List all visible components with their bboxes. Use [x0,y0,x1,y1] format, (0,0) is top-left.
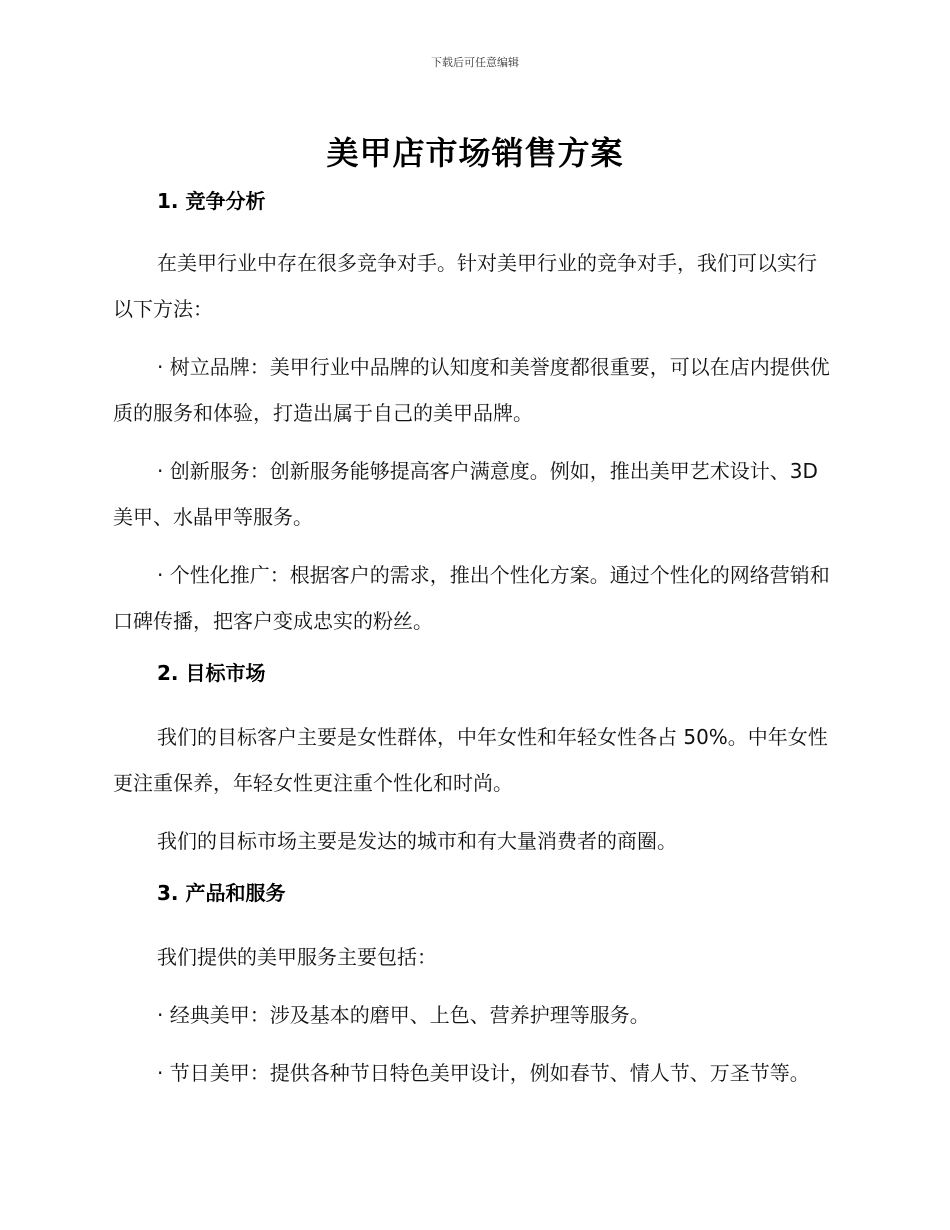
section-heading-products-services: 3. 产品和服务 [157,881,286,905]
bullet-paragraph: · 节日美甲：提供各种节日特色美甲设计，例如春节、情人节、万圣节等。 [157,1061,810,1085]
bullet-paragraph: · 经典美甲：涉及基本的磨甲、上色、营养护理等服务。 [157,1003,650,1027]
document-title: 美甲店市场销售方案 [326,134,624,172]
paragraph: 我们的目标客户主要是女性群体，中年女性和年轻女性各占 50%。中年女性更注重保养，年轻女性更注重个性化和时尚。 [113,725,828,795]
header-note: 下载后可任意编辑 [431,56,519,69]
paragraph: 我们提供的美甲服务主要包括： [157,945,437,969]
section-heading-competition: 1. 竞争分析 [157,189,266,213]
section-heading-target-market: 2. 目标市场 [157,661,266,685]
paragraph: 在美甲行业中存在很多竞争对手。针对美甲行业的竞争对手，我们可以实行以下方法： [113,251,817,321]
document-body [113,184,835,1108]
bullet-paragraph: · 个性化推广：根据客户的需求，推出个性化方案。通过个性化的网络营销和口碑传播，把客户变成忠实的粉丝。 [113,563,830,633]
bullet-paragraph: · 创新服务：创新服务能够提高客户满意度。例如，推出美甲艺术设计、3D 美甲、水晶甲等服务。 [113,459,818,529]
paragraph: 我们的目标市场主要是发达的城市和有大量消费者的商圈。 [157,829,677,853]
bullet-paragraph: · 树立品牌：美甲行业中品牌的认知度和美誉度都很重要，可以在店内提供优质的服务和体验，打造出属于自己的美甲品牌。 [113,355,830,425]
